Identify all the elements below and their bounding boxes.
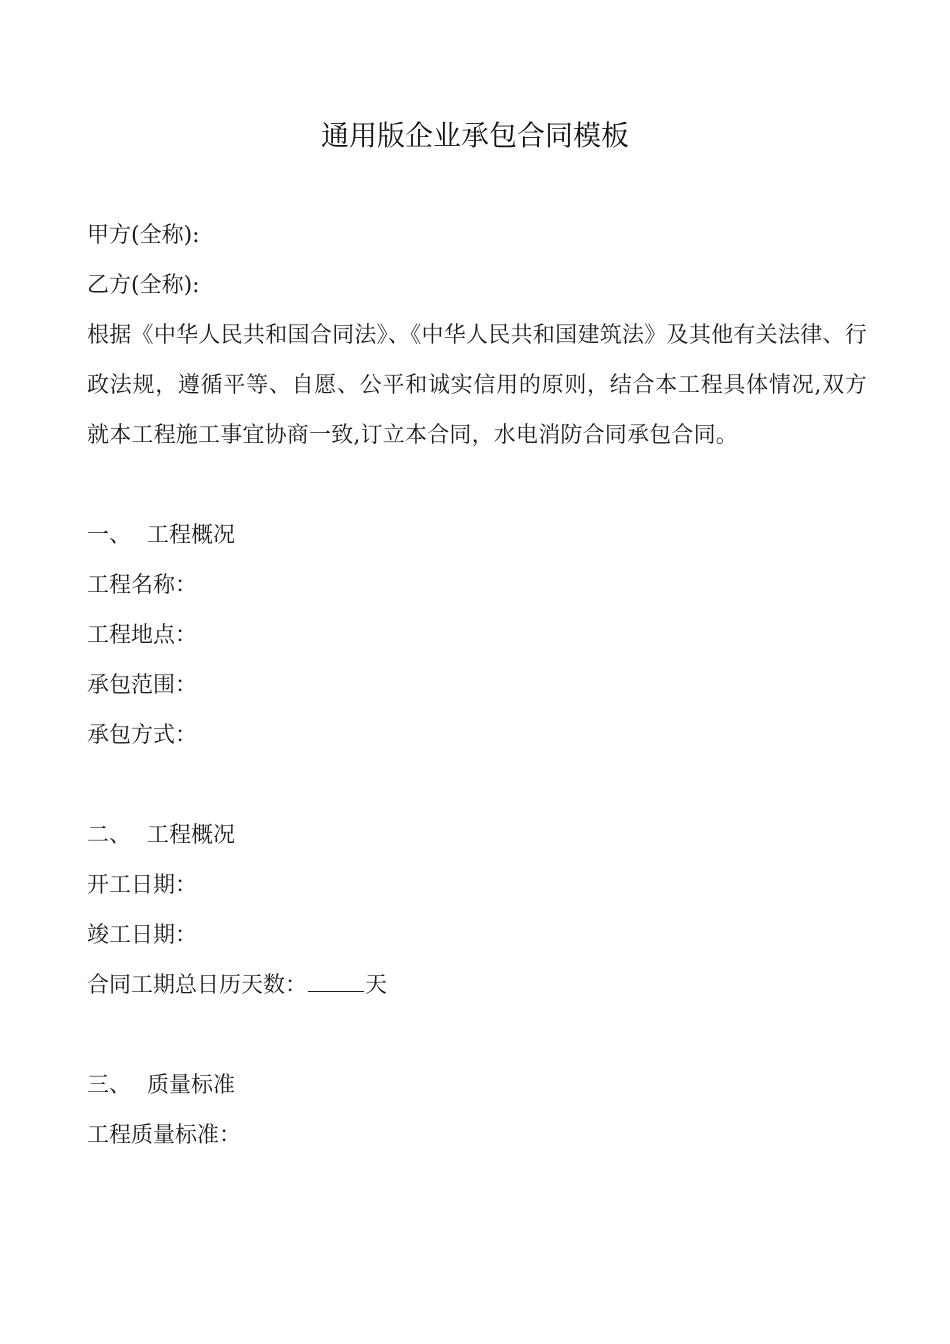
field-project-name: 工程名称： [87, 573, 198, 598]
section-heading-1 [87, 511, 867, 561]
section-title: 工程概况 [147, 523, 236, 548]
duration-label: 合同工期总日历天数： [87, 973, 308, 998]
section-heading-3 [87, 1061, 867, 1111]
section-number: 二、 [87, 823, 132, 848]
field-quality-standard: 工程质量标准： [87, 1123, 242, 1148]
section-heading-2 [87, 811, 867, 861]
section-title: 工程概况 [147, 823, 236, 848]
spacer [87, 461, 867, 511]
party-b-line: 乙方(全称): [87, 273, 200, 298]
party-a-line: 甲方(全称): [87, 223, 200, 248]
spacer [87, 1011, 867, 1061]
field-contract-method: 承包方式： [87, 723, 198, 748]
spacer [87, 761, 867, 811]
document-title: 通用版企业承包合同模板 [320, 119, 629, 152]
section-title: 质量标准 [147, 1073, 236, 1098]
field-project-location: 工程地点： [87, 623, 198, 648]
section-number: 三、 [87, 1073, 132, 1098]
field-total-duration [87, 961, 867, 1011]
field-start-date: 开工日期： [87, 873, 198, 898]
field-completion-date: 竣工日期： [87, 923, 198, 948]
section-number: 一、 [87, 523, 132, 548]
intro-paragraph: 根据《中华人民共和国合同法》、《中华人民共和国建筑法》及其他有关法律、行政法规，遵循平等、自愿、公平和诚实信用的原则，结合本工程具体情况,双方就本工程施工事宜协商一致,订立本合同，水电消防合同承包合同。 [87, 323, 867, 448]
document-body [87, 211, 867, 1161]
field-contract-scope: 承包范围： [87, 673, 198, 698]
fill-in-blank [308, 961, 364, 992]
duration-unit: 天 [365, 973, 388, 998]
